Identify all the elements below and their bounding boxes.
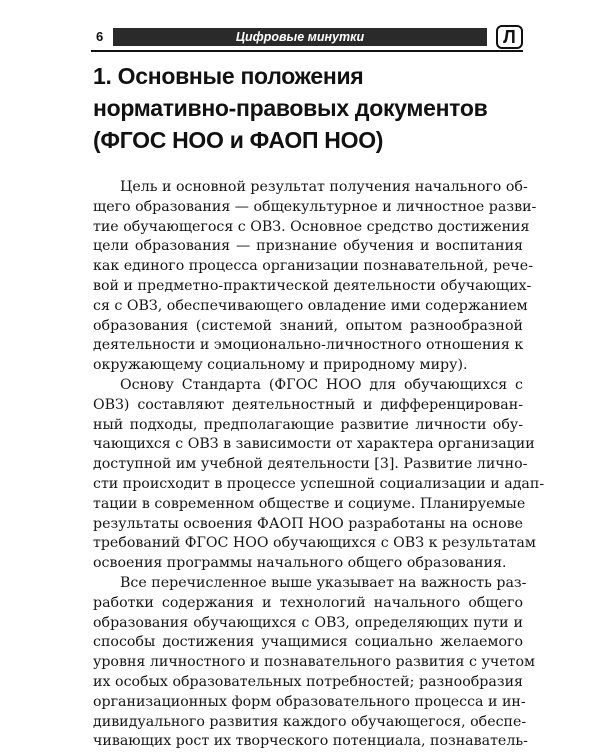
text-line: деятельности и эмоционально-личностного отношения к <box>93 337 524 354</box>
text-line: чающихся с ОВЗ в зависимости от характера организации <box>93 436 535 453</box>
text-line: цели образования — признание обучения и воспитания <box>93 238 523 255</box>
text-line: щего образования — общекультурное и личностное разви- <box>93 198 537 215</box>
text-line: тие обучающегося с ОВЗ. Основное средство достижения <box>93 218 530 235</box>
text-line: ОВЗ) составляют деятельностный и дифференцирован- <box>93 396 523 413</box>
text-line: Основу Стандарта (ФГОС НОО для обучающихся с <box>120 376 523 393</box>
text-line: организационных форм образовательного процесса и ин- <box>93 693 526 710</box>
text-line: образования (системой знаний, опытом разнообразной <box>93 317 523 334</box>
section-title <box>93 60 523 156</box>
section-title-line: (ФГОС НОО и ФАОП НОО) <box>93 127 384 153</box>
text-line: работки содержания и технологий начального общего <box>93 594 523 611</box>
text-line: требований ФГОС НОО обучающихся с ОВЗ к результатам <box>93 535 536 552</box>
text-line: окружающему социальному и природному миру). <box>93 357 468 374</box>
text-line: результаты освоения ФАОП НОО разработаны на основе <box>93 515 523 532</box>
running-title: Цифровые минутки <box>113 28 487 46</box>
text-line: способы достижения учащимися социально желаемого <box>93 634 523 651</box>
text-line: как единого процесса организации познавательной, рече- <box>93 258 533 275</box>
text-line: вой и предметно-практической деятельности обучающих- <box>93 277 532 294</box>
page-number: 6 <box>96 29 104 44</box>
text-line: чивающих рост их творческого потенциала, познаватель- <box>93 733 528 750</box>
text-line: дивидуального развития каждого обучающегося, обеспе- <box>93 713 527 730</box>
text-line: ся с ОВЗ, обеспечивающего овладение ими содержанием <box>93 297 528 314</box>
text-line: образования обучающихся с ОВЗ, определяющих пути и <box>93 614 523 631</box>
text-line: доступной им учебной деятельности [3]. Развитие лично- <box>93 456 528 473</box>
text-line: Все перечисленное выше указывает на важность раз- <box>120 574 527 591</box>
corner-letter-mark: Л <box>496 25 523 49</box>
text-line: их особых образовательных потребностей; разнообразия <box>93 673 523 690</box>
text-line: уровня личностного и познавательного развития с учетом <box>93 654 536 671</box>
body-text <box>93 178 545 752</box>
text-line: ный подходы, предполагающие развитие личности обу- <box>93 416 523 433</box>
section-title-line: нормативно-правовых документов <box>93 95 488 121</box>
text-line: Цель и основной результат получения начального об- <box>120 179 528 195</box>
text-line: сти происходит в процессе успешной социализации и адап- <box>93 475 545 492</box>
text-line: освоения программы начального общего образования. <box>93 555 507 572</box>
section-title-line: 1. Основные положения <box>93 63 364 89</box>
running-header <box>91 24 523 52</box>
text-line: тации в современном обществе и социуме. Планируемые <box>93 495 526 512</box>
